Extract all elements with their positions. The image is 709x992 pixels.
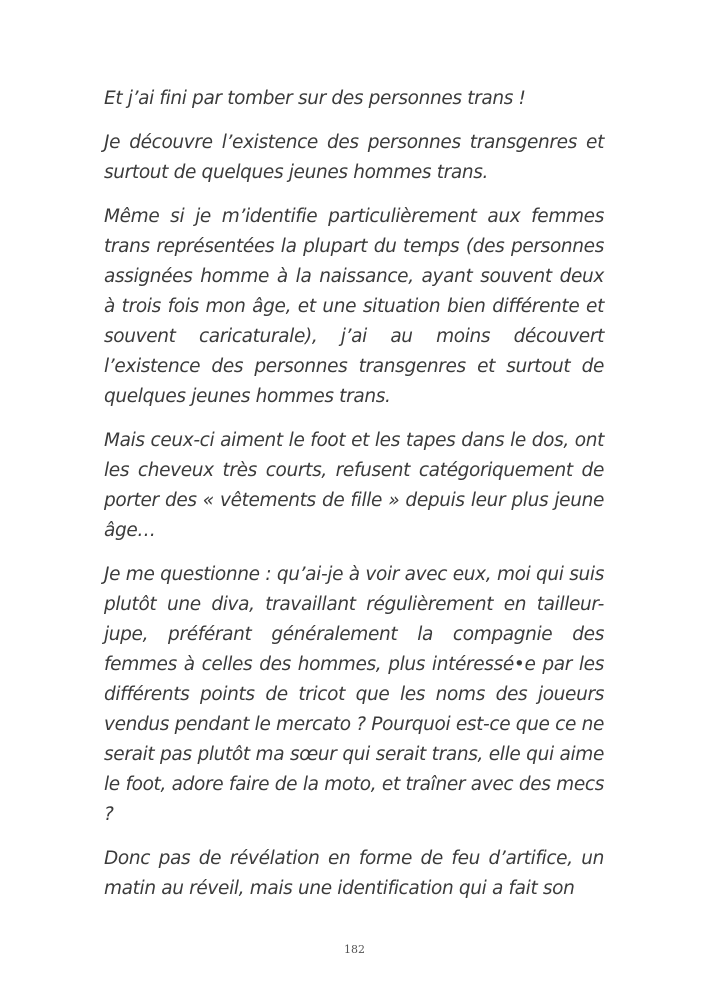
paragraph-1: Et j’ai fini par tomber sur des personnes trans ! — [104, 88, 526, 109]
paragraph-2: Je découvre l’existence des personnes transgenres et surtout de quelques jeunes hommes trans. — [104, 132, 604, 183]
paragraph-3: Même si je m’identifie particulièrement aux femmes trans représentées la plupart du temps (des personnes assignées homme à la naissance, ayant souvent deux à trois fois mon âge, et une situation bien différente et souvent caricaturale), j’ai au moins découvert l’existence des personnes transgenres et surtout de quelques jeunes hommes trans. — [104, 206, 604, 407]
page-number: 182 — [344, 943, 365, 956]
paragraph-6: Donc pas de révélation en forme de feu d’artifice, un matin au réveil, mais une identification qui a fait son — [104, 848, 604, 899]
body-text — [104, 84, 604, 918]
paragraph-5: Je me questionne : qu’ai-je à voir avec eux, moi qui suis plutôt une diva, travaillant régulièrement en tailleur-jupe, préférant généralement la compagnie des femmes à celles des hommes, plus intéressé•e par les différents points de tricot que les noms des joueurs vendus pendant le mercato ? Pourquoi est-ce que ce ne serait pas plutôt ma sœur qui serait trans, elle qui aime le foot, adore faire de la moto, et traîner avec des mecs ? — [104, 564, 604, 825]
paragraph-4: Mais ceux-ci aiment le foot et les tapes dans le dos, ont les cheveux très courts, refusent catégoriquement de porter des « vêtements de fille » depuis leur plus jeune âge… — [104, 430, 604, 541]
